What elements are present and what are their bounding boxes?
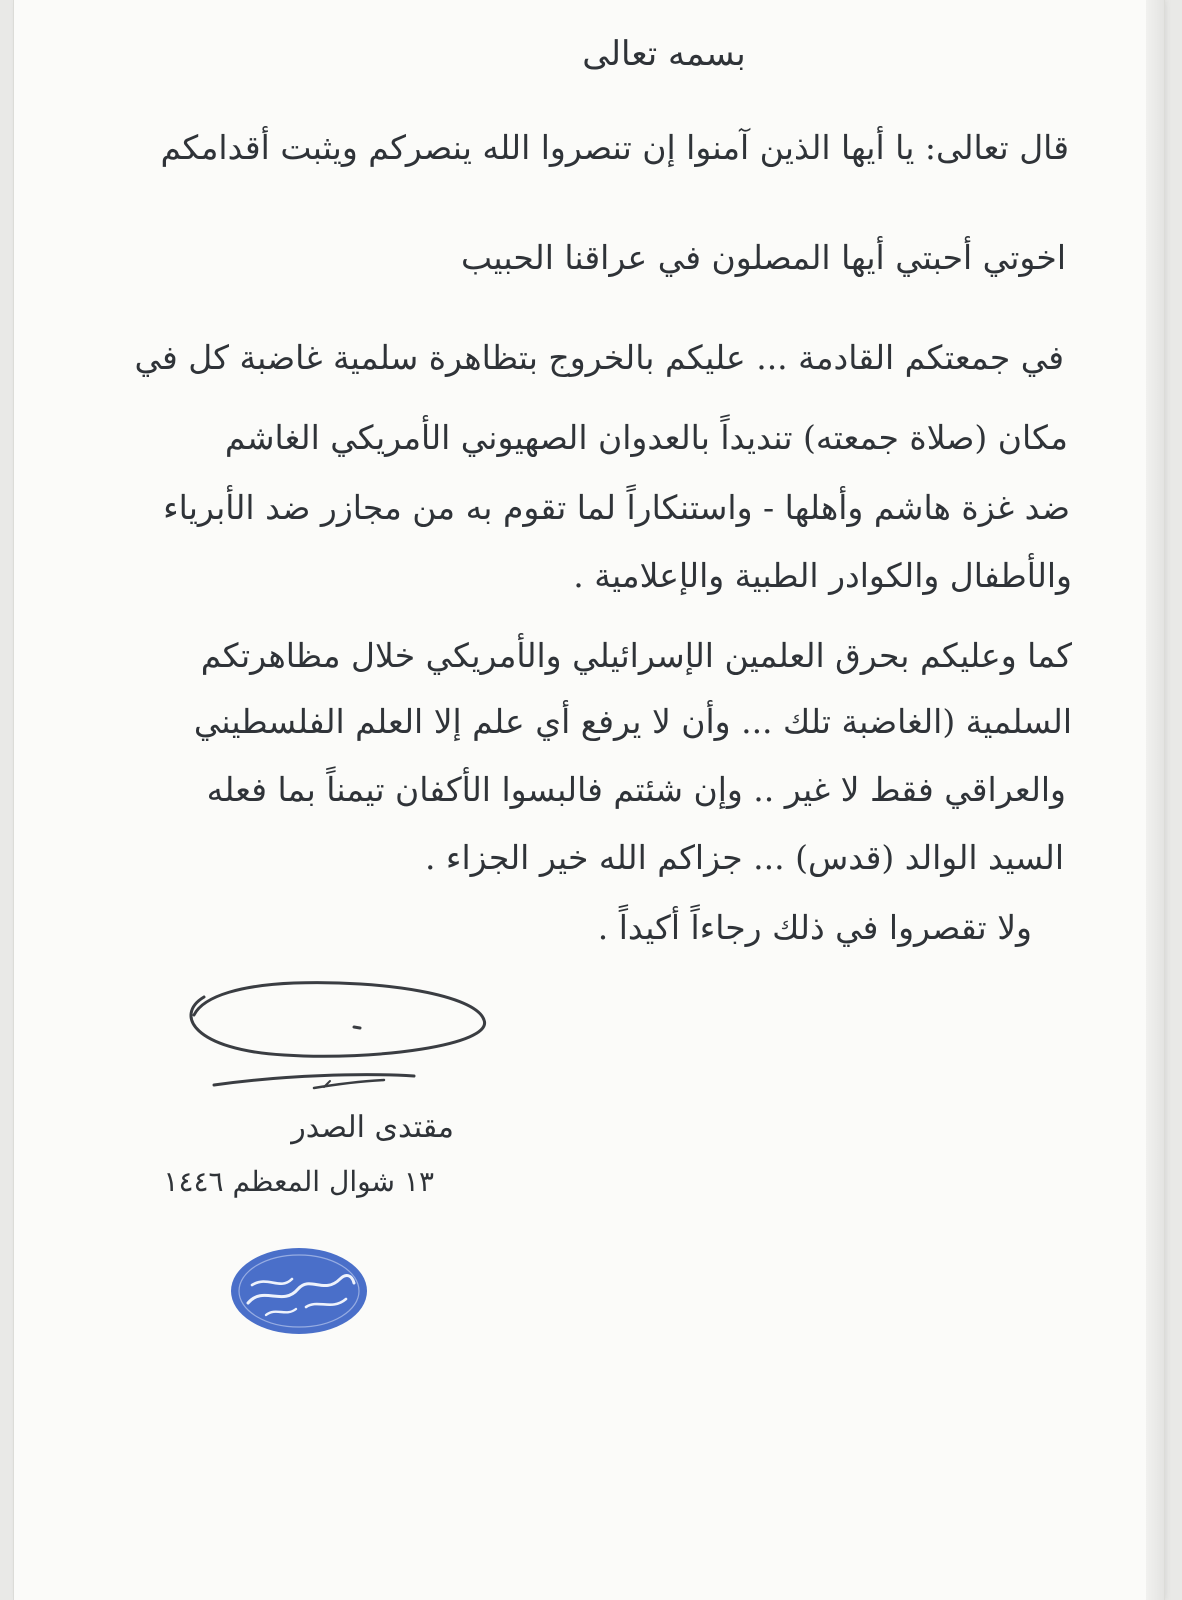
letter-line-2: اخوتي أحبتي أيها المصلون في عراقنا الحبيب [461, 238, 1066, 277]
official-seal-stamp [228, 1245, 370, 1337]
basmala-heading: بسمه تعالى [582, 34, 746, 74]
signature-scribble [164, 975, 524, 1105]
letter-line-9: والعراقي فقط لا غير .. وإن شئتم فالبسوا الأكفان تيمناً بما فعله [206, 770, 1066, 809]
letter-line-4: مكان (صلاة جمعته) تنديداً بالعدوان الصهيوني الأمريكي الغاشم [224, 418, 1068, 457]
letter-line-5: ضد غزة هاشم وأهلها - واستنكاراً لما تقوم به من مجازر ضد الأبرياء [163, 488, 1070, 527]
letter-line-11: ولا تقصروا في ذلك رجاءاً أكيداً . [597, 908, 1032, 947]
letter-line-7: كما وعليكم بحرق العلمين الإسرائيلي والأمريكي خلال مظاهرتكم [200, 636, 1072, 675]
letter-page [14, 0, 1164, 1600]
signature-name: مقتدى الصدر [291, 1110, 454, 1145]
signature-date: ١٣ شوال المعظم ١٤٤٦ [163, 1165, 434, 1198]
letter-line-6: والأطفال والكوادر الطبية والإعلامية . [573, 556, 1072, 595]
page-edge [1146, 0, 1164, 1600]
letter-line-8: السلمية (الغاضبة تلك ... وأن لا يرفع أي علم إلا العلم الفلسطيني [193, 702, 1072, 741]
letter-line-1: قال تعالى: يا أيها الذين آمنوا إن تنصروا الله ينصركم ويثبت أقدامكم [160, 128, 1069, 167]
letter-line-3: في جمعتكم القادمة ... عليكم بالخروج بتظاهرة سلمية غاضبة كل في [134, 338, 1064, 377]
letter-line-10: السيد الوالد (قدس) ... جزاكم الله خير الجزاء . [424, 838, 1064, 877]
